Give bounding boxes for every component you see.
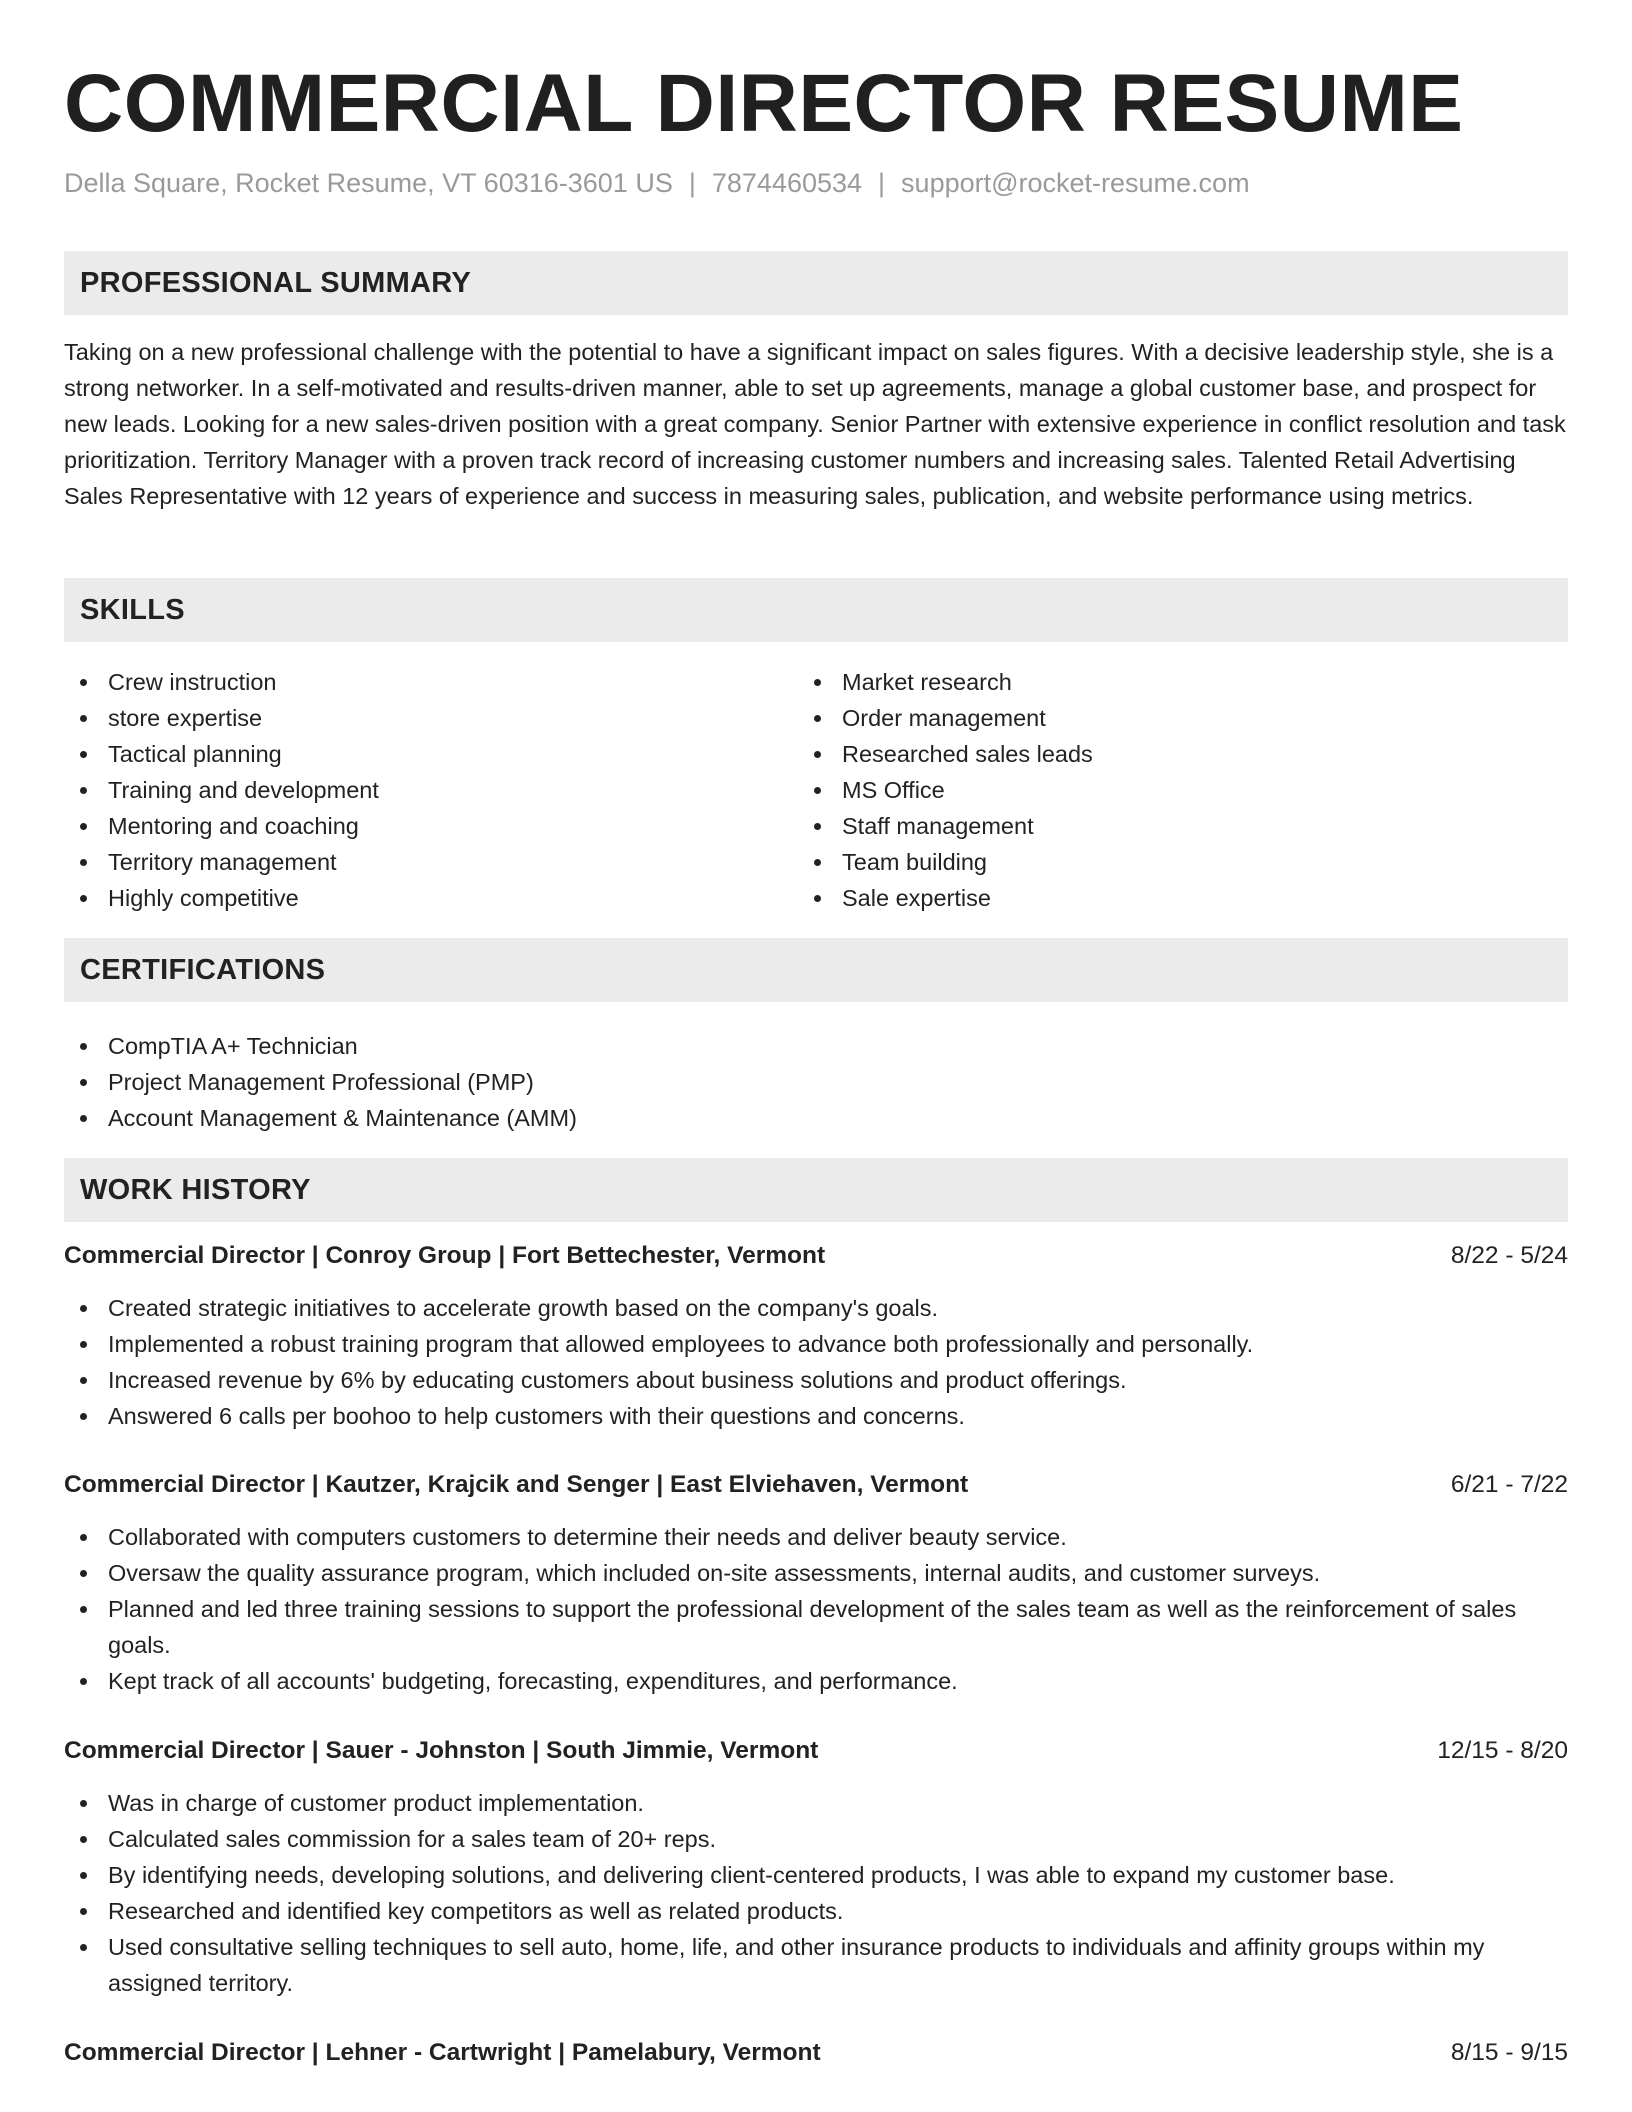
job-title: Commercial Director | Lehner - Cartwright | Pamelabury, Vermont: [64, 2039, 821, 2066]
list-item: Researched and identified key competitors as well as related products.: [64, 1893, 1568, 1929]
list-item: Created strategic initiatives to accelerate growth based on the company's goals.: [64, 1290, 1568, 1326]
skills-list-right: [798, 664, 1498, 916]
certifications-section-header: [64, 938, 1568, 1002]
list-item: MS Office: [798, 772, 1498, 808]
work-history-heading: WORK HISTORY: [80, 1174, 311, 1206]
skills-section-header: [64, 578, 1568, 642]
list-item: Was in charge of customer product implementation.: [64, 1785, 1568, 1821]
job-bullets: [64, 1519, 1568, 1699]
summary-section-header: [64, 251, 1568, 315]
list-item: Implemented a robust training program that allowed employees to advance both professionally and personally.: [64, 1326, 1568, 1362]
job-header: [64, 1733, 1568, 1769]
list-item: Kept track of all accounts' budgeting, forecasting, expenditures, and performance.: [64, 1663, 1568, 1699]
list-item: CompTIA A+ Technician: [64, 1028, 1568, 1064]
certifications-list: [64, 1028, 1568, 1136]
job-header: [64, 1467, 1568, 1503]
certifications-block: [64, 1028, 1568, 1136]
job-bullets: [64, 1290, 1568, 1434]
list-item: Project Management Professional (PMP): [64, 1064, 1568, 1100]
contact-separator: |: [688, 168, 696, 198]
resume-title: COMMERCIAL DIRECTOR RESUME: [64, 58, 1464, 149]
contact-phone: 7874460534: [711, 168, 863, 198]
list-item: store expertise: [64, 700, 764, 736]
work-history-section-header: [64, 1158, 1568, 1222]
job-header: [64, 2035, 1568, 2071]
skills-heading: SKILLS: [80, 594, 185, 626]
summary-heading: PROFESSIONAL SUMMARY: [80, 267, 472, 299]
list-item: Planned and led three training sessions to support the professional development of the sales team as well as the reinforcement of sales goals.: [64, 1591, 1568, 1663]
list-item: Order management: [798, 700, 1498, 736]
job-entry: [64, 1467, 1568, 1699]
skills-column-left: [64, 664, 764, 916]
job-entry: [64, 2035, 1568, 2071]
list-item: Staff management: [798, 808, 1498, 844]
contact-address: Della Square, Rocket Resume, VT 60316-3601 US: [64, 168, 673, 198]
list-item: Market research: [798, 664, 1498, 700]
list-item: Sale expertise: [798, 880, 1498, 916]
list-item: Collaborated with computers customers to determine their needs and deliver beauty service.: [64, 1519, 1568, 1555]
job-dates: 12/15 - 8/20: [1437, 1737, 1568, 1764]
contact-email: support@rocket-resume.com: [901, 168, 1250, 198]
skills-list-left: [64, 664, 764, 916]
list-item: Oversaw the quality assurance program, which included on-site assessments, internal audits, and customer surveys.: [64, 1555, 1568, 1591]
list-item: Training and development: [64, 772, 764, 808]
summary-text: Taking on a new professional challenge with the potential to have a significant impact on sales figures. With a decisive leadership style, she is a strong networker. In a self-motivated and results-driven manner, able to set up agreements, manage a global customer base, and prospect for new leads. Looking for a new sales-driven position with a great company. Senior Partner with extensive experience in conflict resolution and task prioritization. Territory Manager with a proven track record of increasing customer numbers and increasing sales. Talented Retail Advertising Sales Representative with 12 years of experience and success in measuring sales, publication, and website performance using metrics.: [64, 339, 1566, 509]
list-item: Tactical planning: [64, 736, 764, 772]
job-dates: 6/21 - 7/22: [1450, 1471, 1568, 1498]
list-item: Used consultative selling techniques to sell auto, home, life, and other insurance products to individuals and affinity groups within my assigned territory.: [64, 1929, 1568, 2001]
list-item: Mentoring and coaching: [64, 808, 764, 844]
job-entry: [64, 1733, 1568, 2001]
list-item: Highly competitive: [64, 880, 764, 916]
list-item: Increased revenue by 6% by educating customers about business solutions and product offerings.: [64, 1362, 1568, 1398]
list-item: Researched sales leads: [798, 736, 1498, 772]
list-item: Calculated sales commission for a sales team of 20+ reps.: [64, 1821, 1568, 1857]
contact-line: [64, 166, 1250, 200]
contact-separator: |: [878, 168, 886, 198]
certifications-heading: CERTIFICATIONS: [80, 954, 326, 986]
job-header: [64, 1238, 1568, 1274]
job-entry: [64, 1238, 1568, 1434]
list-item: Crew instruction: [64, 664, 764, 700]
list-item: Team building: [798, 844, 1498, 880]
list-item: By identifying needs, developing solutions, and delivering client-centered products, I was able to expand my customer base.: [64, 1857, 1568, 1893]
list-item: Account Management & Maintenance (AMM): [64, 1100, 1568, 1136]
job-title: Commercial Director | Sauer - Johnston | South Jimmie, Vermont: [64, 1737, 819, 1764]
job-dates: 8/15 - 9/15: [1450, 2039, 1568, 2066]
skills-column-right: [798, 664, 1498, 916]
job-title: Commercial Director | Conroy Group | Fort Bettechester, Vermont: [64, 1242, 826, 1269]
job-title: Commercial Director | Kautzer, Krajcik and Senger | East Elviehaven, Vermont: [64, 1471, 969, 1498]
job-bullets: [64, 1785, 1568, 2001]
job-dates: 8/22 - 5/24: [1450, 1242, 1568, 1269]
list-item: Territory management: [64, 844, 764, 880]
list-item: Answered 6 calls per boohoo to help customers with their questions and concerns.: [64, 1398, 1568, 1434]
